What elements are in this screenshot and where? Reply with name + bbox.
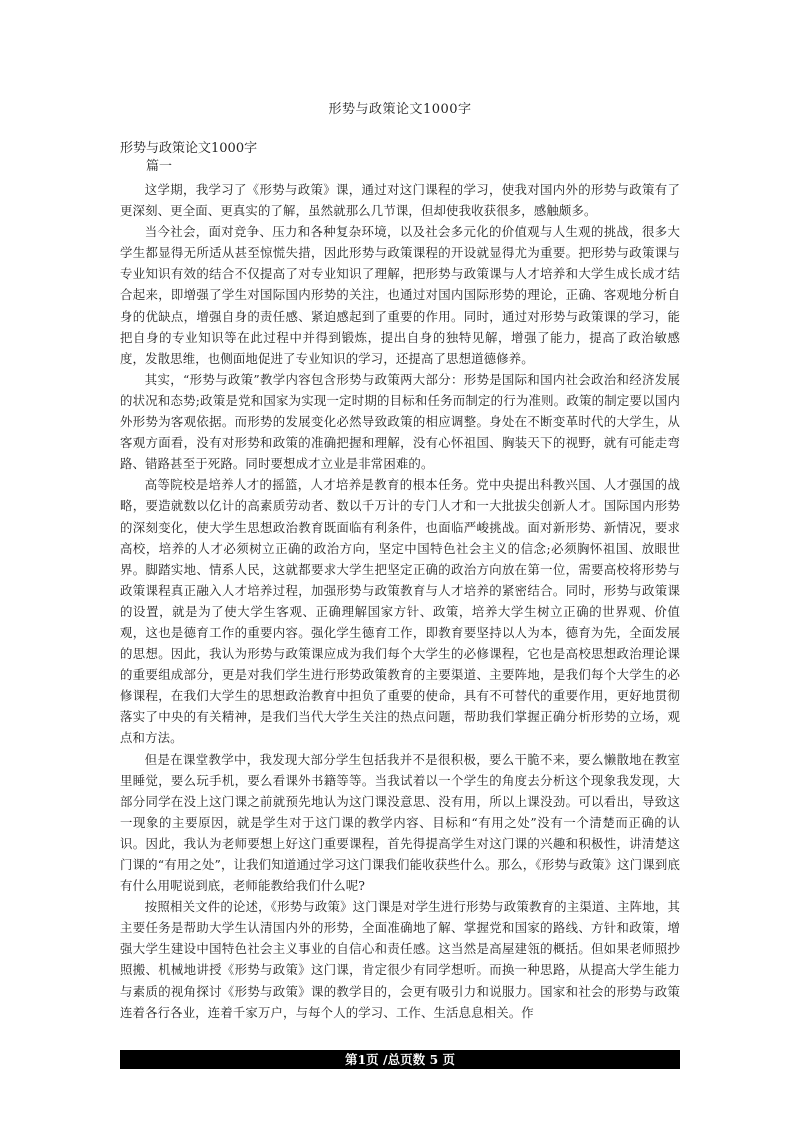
paragraph: 这学期，我学习了《形势与政策》课，通过对这门课程的学习，使我对国内外的形势与政策有了更深刻、更全面、更真实的了解，虽然就那么几节课，但却使我收获很多，感触颇多。: [120, 182, 680, 219]
paragraph: 其实，“形势与政策”教学内容包含形势与政策两大部分：形势是国际和国内社会政治和经济发展的状况和态势;政策是党和国家为实现一定时期的目标和任务而制定的行为准则。政策的制定要以国内外形势为客观依据。而形势的发展变化必然导致政策的相应调整。身处在不断变革时代的大学生，从客观方面看，没有对形势和政策的准确把握和理解，没有心怀祖国、胸装天下的视野，就有可能走弯路、错路甚至于死路。同时要想成才立业是非常困难的。: [120, 371, 680, 472]
paragraph: 高等院校是培养人才的摇篮，人才培养是教育的根本任务。党中央提出科教兴国、人才强国的战略，要造就数以亿计的高素质劳动者、数以千万计的专门人才和一大批拔尖创新人才。国际国内形势的深刻变化，使大学生思想政治教育既面临有利条件，也面临严峻挑战。面对新形势、新情况，要求高校，培养的人才必须树立正确的政治方向，坚定中国特色社会主义的信念;必须胸怀祖国、放眼世界。脚踏实地、情系人民，这就都要求大学生把坚定正确的政治方向放在第一位，需要高校将形势与政策课程真正融入人才培养过程，加强形势与政策教育与人才培养的紧密结合。同时，形势与政策课的设置，就是为了使大学生客观、正确理解国家方针、政策，培养大学生树立正确的世界观、价值观，这也是德育工作的重要内容。强化学生德育工作，即教育要坚持以人为本，德育为先，全面发展的思想。因此，我认为形势与政策课应成为我们每个大学生的必修课程，它也是高校思想政治理论课的重要组成部分，更是对我们学生进行形势政策教育的主要渠道、主要阵地，是我们每个大学生的必修课程，在我们大学生的思想政治教育中担负了重要的使命，具有不可替代的重要作用，更好地贯彻落实了中央的有关精神，是我们当代大学生关注的热点问题，帮助我们掌握正确分析形势的立场，观点和方法。: [120, 477, 680, 746]
paragraph: 当今社会，面对竞争、压力和各种复杂环境，以及社会多元化的价值观与人生观的挑战，很多大学生都显得无所适从甚至惊慌失措，因此形势与政策课程的开设就显得尤为重要。把形势与政策课与专业知识有效的结合不仅提高了对专业知识了理解，把形势与政策课与人才培养和大学生成长成才结合起来，即增强了学生对国际国内形势的关注，也通过对国内国际形势的理论，正确、客观地分析自身的优缺点，增强自身的责任感、紧迫感起到了重要的作用。同时，通过对形势与政策课的学习，能把自身的专业知识等在此过程中并得到锻炼，提出自身的独特见解，增强了能力，提高了政治敏感度，发散思维，也侧面地促进了专业知识的学习，还提高了思想道德修养。: [120, 224, 680, 366]
document-body: [120, 140, 680, 1023]
paragraph: 但是在课堂教学中，我发现大部分学生包括我并不是很积极，要么干脆不来，要么懒散地在教室里睡觉，要么玩手机，要么看课外书籍等等。当我试着以一个学生的角度去分析这个现象我发现，大部分同学在没上这门课之前就预先地认为这门课没意思、没有用，所以上课没劲。可以看出，导致这一现象的主要原因，就是学生对于这门课的教学内容、目标和“有用之处”没有一个清楚而正确的认识。因此，我认为老师要想上好这门重要课程，首先得提高学生对这门课的兴趣和积极性，讲清楚这门课的“有用之处”，让我们知道通过学习这门课我们能收获些什么。那么，《形势与政策》这门课到底有什么用呢说到底，老师能教给我们什么呢?: [120, 751, 680, 894]
section-heading: 篇一: [146, 159, 173, 174]
page-footer: 第1页 /总页数 5 页: [120, 1050, 680, 1069]
document-subtitle: 形势与政策论文1000字: [120, 141, 258, 156]
document-title: 形势与政策论文1000字: [328, 102, 472, 117]
paragraph: 按照相关文件的论述，《形势与政策》这门课是对学生进行形势与政策教育的主渠道、主阵地，其主要任务是帮助大学生认清国内外的形势，全面准确地了解、掌握党和国家的路线、方针和政策，增强大学生建设中国特色社会主义事业的自信心和责任感。这当然是高屋建瓴的概括。但如果老师照抄照搬、机械地讲授《形势与政策》这门课，肯定很少有同学想听。而换一种思路，从提高大学生能力与素质的视角探讨《形势与政策》课的教学目的，会更有吸引力和说服力。国家和社会的形势与政策连着各行各业，连着千家万户，与每个人的学习、工作、生活息息相关。作: [120, 899, 680, 1020]
